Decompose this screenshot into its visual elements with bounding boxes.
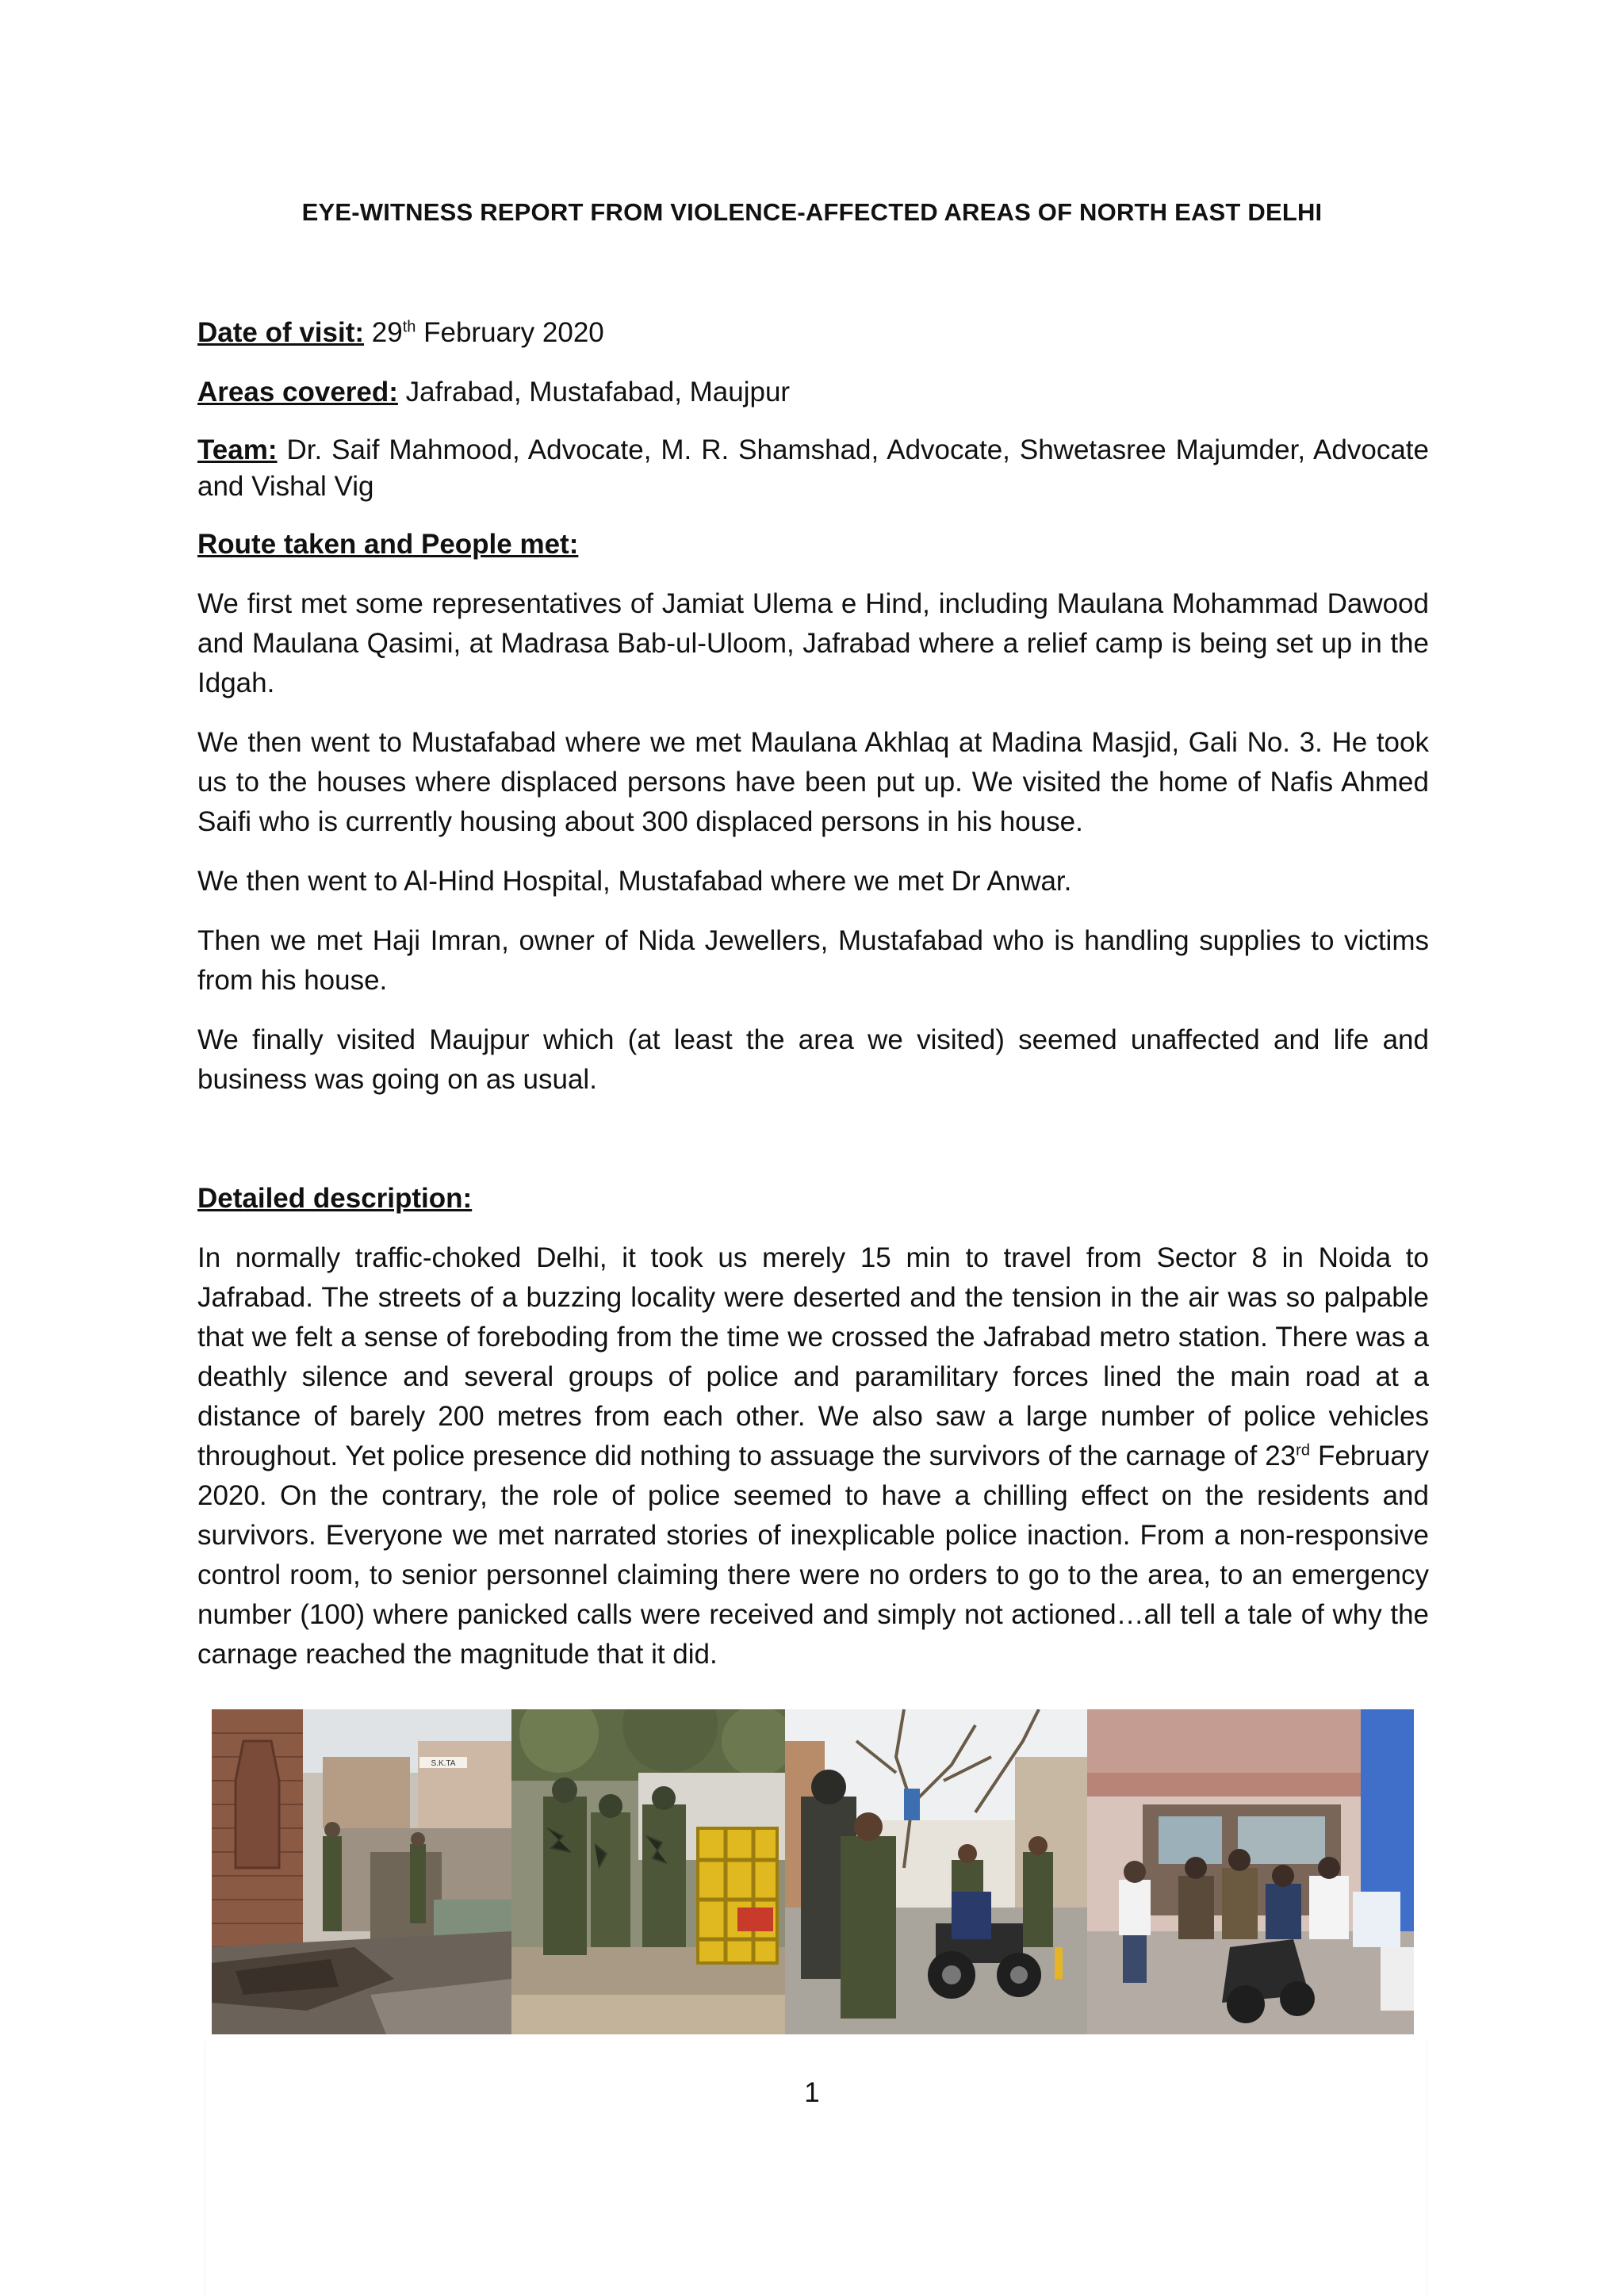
team-value: Dr. Saif Mahmood, Advocate, M. R. Shamshad, Advocate, Shwetasree Majumder, Advocate and Vishal Vig [197, 434, 1429, 502]
spacer [197, 1119, 1429, 1179]
detail-heading: Detailed description: [197, 1183, 473, 1214]
detail-text-2: February 2020. On the contrary, the role of police seemed to have a chilling effect on the residents and survivors. Everyone we met narrated stories of inexplicable police inaction. From a non-responsive control room, to senior personnel claiming there were no orders to go to the area, to an emergency number (100) where panicked calls were received and simply not actioned…all tell a tale of why the carnage reached the magnitude that it did. [197, 1441, 1429, 1670]
team [197, 432, 1429, 505]
route-heading: Route taken and People met: [197, 529, 579, 560]
photo-shopfront-residents [1087, 1709, 1414, 2034]
date-rest: February 2020 [416, 317, 604, 348]
detail-paragraph [197, 1238, 1429, 1674]
report-body [197, 313, 1429, 1694]
areas-covered [197, 373, 1429, 412]
photo-street-brick-wall-image [212, 1709, 511, 2034]
date-label: Date of visit: [197, 317, 365, 348]
route-paragraph: We first met some representatives of Jamiat Ulema e Hind, including Maulana Mohammad Dawood and Maulana Qasimi, at Madrasa Bab-ul-Uloom, Jafrabad where a relief camp is being set up in the Idgah. [197, 588, 1429, 698]
photo-shopfront-residents-image [1087, 1709, 1414, 2034]
photo-street-motorbike [785, 1709, 1087, 2034]
detail-text-1: In normally traffic-choked Delhi, it took us merely 15 min to travel from Sector 8 in Noida to Jafrabad. The streets of a buzzing locality were deserted and the tension in the air was so palpable that we felt a sense of foreboding from the time we crossed the Jafrabad metro station. There was a deathly silence and several groups of police and paramilitary forces lined the main road at a distance of barely 200 metres from each other. We also saw a large number of police vehicles throughout. Yet police presence did nothing to assuage the survivors of the carnage of 23 [197, 1242, 1429, 1471]
areas-label: Areas covered: [197, 377, 398, 408]
photo-collage [212, 1709, 1414, 2034]
route-paragraph: We finally visited Maujpur which (at least the area we visited) seemed unaffected and life and business was going on as usual. [197, 1024, 1429, 1095]
photo-paramilitary-barricade [511, 1709, 785, 2034]
report-title: EYE-WITNESS REPORT FROM VIOLENCE-AFFECTED AREAS OF NORTH EAST DELHI [301, 198, 1323, 226]
date-day: 29 [364, 317, 403, 348]
photo-sign-text: S.K.TA [431, 1759, 456, 1768]
team-label: Team: [197, 434, 278, 465]
photo-paramilitary-barricade-image [511, 1709, 785, 2034]
photo-street-motorbike-image [785, 1709, 1087, 2034]
route-paragraph: Then we met Haji Imran, owner of Nida Jewellers, Mustafabad who is handling supplies to victims from his house. [197, 925, 1429, 996]
areas-value: Jafrabad, Mustafabad, Maujpur [397, 377, 791, 408]
page-number: 1 [804, 2077, 820, 2108]
photo-street-brick-wall [212, 1709, 511, 2034]
route-paragraph: We then went to Al-Hind Hospital, Mustafabad where we met Dr Anwar. [197, 866, 1072, 897]
date-of-visit [197, 313, 1429, 353]
route-paragraph: We then went to Mustafabad where we met Maulana Akhlaq at Madina Masjid, Gali No. 3. He took us to the houses where displaced persons have been put up. We visited the home of Nafis Ahmed Saifi who is currently housing about 300 displaced persons in his house. [197, 727, 1429, 837]
detail-ordinal: rd [1296, 1441, 1310, 1460]
date-ordinal: th [402, 318, 416, 336]
